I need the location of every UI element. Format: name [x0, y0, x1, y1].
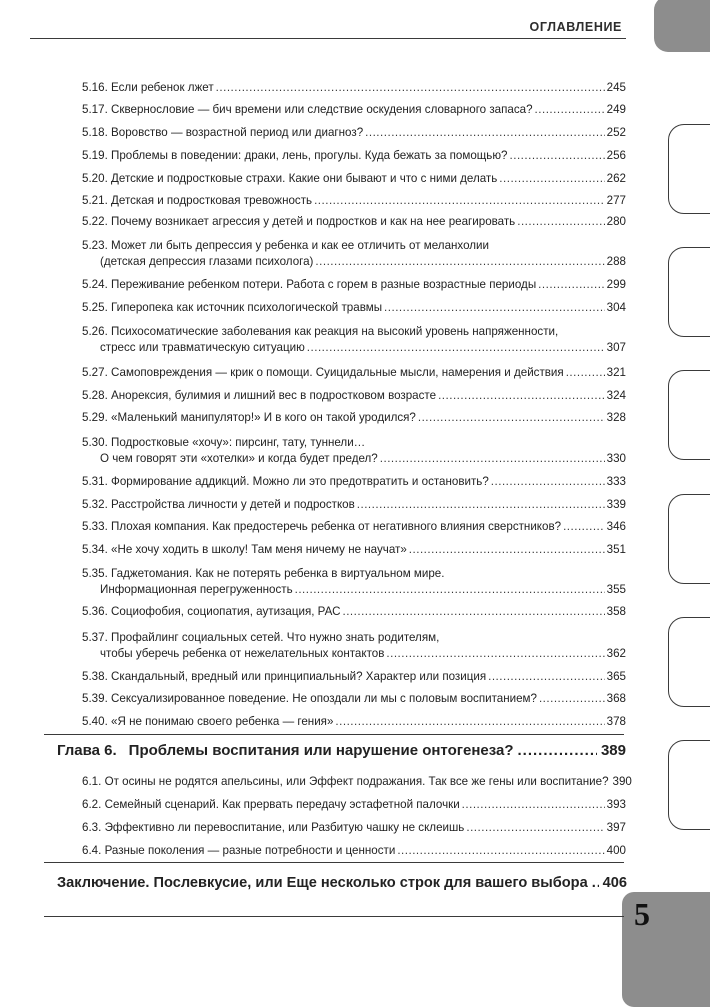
leader-dots	[517, 214, 604, 230]
entry-title: Воровство — возрастной период или диагноз?	[111, 126, 364, 139]
entry-number: 6.1.	[82, 775, 102, 788]
side-tab	[668, 740, 710, 830]
leader-dots	[462, 797, 605, 813]
entry-page: 339	[606, 498, 626, 511]
entry-title-cont: стресс или травматическую ситуацию	[100, 341, 305, 354]
leader-dots	[342, 604, 604, 620]
toc-entry[interactable]	[82, 148, 626, 164]
entry-page: 358	[606, 605, 626, 618]
entry-number: 5.30.	[82, 436, 108, 449]
leader-dots	[539, 691, 605, 707]
chapter-heading[interactable]	[57, 742, 626, 759]
entry-title: Детские и подростковые страхи. Какие они бывают и что с ними делать	[111, 172, 498, 185]
conclusion-heading[interactable]	[57, 875, 627, 891]
toc-entry[interactable]	[82, 365, 626, 381]
entry-title: Сексуализированное поведение. Не опоздали ли мы с половым воспитанием?	[111, 692, 537, 705]
entry-number: 5.33.	[82, 520, 108, 533]
entry-page: 304	[606, 301, 626, 314]
entry-title-cont: Информационная перегруженность	[100, 583, 293, 596]
entry-page: 328	[606, 411, 626, 424]
leader-dots	[397, 843, 604, 859]
entry-page: 321	[606, 366, 626, 379]
entry-title: Гаджетомания. Как не потерять ребенка в виртуальном мире.	[111, 567, 445, 580]
entry-number: 6.4.	[82, 844, 102, 857]
entry-number: 5.38.	[82, 670, 108, 683]
entry-page: 397	[606, 821, 626, 834]
entry-title: Скандальный, вредный или принципиальный? Характер или позиция	[111, 670, 487, 683]
leader-dots	[535, 102, 605, 118]
entry-page: 280	[606, 215, 626, 228]
leader-dots	[466, 820, 604, 836]
entry-page: 400	[606, 844, 626, 857]
entry-title: Социофобия, социопатия, аутизация, РАС	[111, 605, 341, 618]
leader-dots	[307, 340, 605, 356]
toc-entry[interactable]	[82, 497, 626, 513]
entry-title-cont: (детская депрессия глазами психолога)	[100, 255, 314, 268]
entry-title: Семейный сценарий. Как прервать передачу эстафетной палочки	[104, 798, 460, 811]
entry-title: «Я не понимаю своего ребенка — гения»	[111, 715, 334, 728]
entry-number: 5.17.	[82, 103, 108, 116]
entry-number: 5.34.	[82, 543, 108, 556]
entry-title: Проблемы в поведении: драки, лень, прогулы. Куда бежать за помощью?	[111, 149, 508, 162]
leader-dots	[510, 148, 605, 164]
leader-dots	[386, 646, 604, 662]
entry-page: 346	[606, 520, 626, 533]
toc-entry[interactable]	[82, 714, 626, 730]
entry-number: 5.19.	[82, 149, 108, 162]
toc-entry[interactable]	[82, 435, 626, 467]
leader-dots	[216, 80, 605, 96]
side-tab	[668, 124, 710, 214]
leader-dots	[365, 125, 605, 141]
leader-dots	[488, 669, 605, 685]
entry-page: 245	[606, 81, 626, 94]
entry-page: 390	[612, 775, 632, 788]
entry-page: 307	[606, 341, 626, 354]
entry-title: Если ребенок лжет	[111, 81, 214, 94]
entry-title: Подростковые «хочу»: пирсинг, тату, туннели…	[111, 436, 366, 449]
entry-number: 6.2.	[82, 798, 102, 811]
side-tab	[668, 370, 710, 460]
entry-number: 5.20.	[82, 172, 108, 185]
entry-title: Детская и подростковая тревожность	[111, 194, 313, 207]
entry-title: Гиперопека как источник психологической травмы	[111, 301, 383, 314]
entry-title: Эффективно ли перевоспитание, или Разбитую чашку не склеишь	[104, 821, 465, 834]
toc-entry[interactable]	[82, 300, 626, 316]
leader-dots	[357, 497, 605, 513]
toc-entry[interactable]	[82, 691, 626, 707]
toc-entry[interactable]	[82, 214, 626, 230]
toc-entry[interactable]	[82, 604, 626, 620]
leader-dots	[499, 171, 604, 187]
chapter-label: Глава 6.	[57, 742, 117, 759]
entry-title: Может ли быть депрессия у ребенка и как ее отличить от меланхолии	[111, 239, 489, 252]
entry-number: 5.36.	[82, 605, 108, 618]
toc-entry[interactable]	[82, 277, 626, 293]
entry-number: 5.16.	[82, 81, 108, 94]
toc-entry[interactable]	[82, 820, 626, 836]
entry-page: 355	[606, 583, 626, 596]
entry-number: 5.18.	[82, 126, 108, 139]
entry-page: 252	[606, 126, 626, 139]
toc-entry[interactable]	[82, 324, 626, 356]
entry-title: Самоповреждения — крик о помощи. Суицидальные мысли, намерения и действия	[111, 366, 564, 379]
leader-dots	[335, 714, 604, 730]
side-tab	[668, 617, 710, 707]
entry-number: 5.28.	[82, 389, 108, 402]
toc-entry[interactable]	[82, 774, 632, 790]
side-tab	[668, 247, 710, 337]
entry-page: 351	[606, 543, 626, 556]
toc-entry[interactable]	[82, 388, 626, 404]
entry-title: Переживание ребенком потери. Работа с горем в разные возрастные периоды	[111, 278, 537, 291]
toc-entry[interactable]	[82, 238, 626, 270]
entry-title: Профайлинг социальных сетей. Что нужно знать родителям,	[111, 631, 440, 644]
toc-entry[interactable]	[82, 630, 626, 662]
entry-title-cont: О чем говорят эти «хотелки» и когда будет предел?	[100, 452, 378, 465]
leader-dots	[518, 742, 597, 759]
entry-number: 5.35.	[82, 567, 108, 580]
entry-number: 5.32.	[82, 498, 108, 511]
entry-number: 5.25.	[82, 301, 108, 314]
leader-dots	[563, 519, 605, 535]
leader-dots	[491, 474, 605, 490]
divider	[44, 734, 624, 735]
entry-page: 256	[606, 149, 626, 162]
entry-title: Плохая компания. Как предостеречь ребенка от негативного влияния сверстников?	[111, 520, 562, 533]
entry-number: 5.24.	[82, 278, 108, 291]
leader-dots	[384, 300, 605, 316]
side-tab	[668, 494, 710, 584]
chapter-title: Проблемы воспитания или нарушение онтогенеза?	[128, 742, 514, 759]
entry-page: 249	[606, 103, 626, 116]
entry-title: От осины не родятся апельсины, или Эффект подражания. Так все же гены или воспитание?	[104, 775, 609, 788]
page-number: 5	[634, 896, 650, 932]
toc-entry[interactable]	[82, 125, 626, 141]
entry-number: 6.3.	[82, 821, 102, 834]
entry-number: 5.26.	[82, 325, 108, 338]
chapter-page: 389	[600, 742, 626, 759]
conclusion-title: Заключение. Послевкусие, или Еще несколько строк для вашего выбора	[57, 875, 588, 891]
toc-entry[interactable]	[82, 410, 626, 426]
leader-dots	[295, 582, 605, 598]
toc-entry[interactable]	[82, 843, 626, 859]
entry-title: Почему возникает агрессия у детей и подростков и как на нее реагировать	[111, 215, 516, 228]
toc-entry[interactable]	[82, 797, 626, 813]
divider	[44, 862, 624, 863]
toc-entry[interactable]	[82, 542, 626, 558]
entry-page: 288	[606, 255, 626, 268]
entry-page: 365	[606, 670, 626, 683]
leader-dots	[409, 542, 605, 558]
entry-number: 5.39.	[82, 692, 108, 705]
leader-dots	[380, 451, 605, 467]
toc-entry[interactable]	[82, 80, 626, 96]
entry-title: Психосоматические заболевания как реакция на высокий уровень напряженности,	[111, 325, 559, 338]
leader-dots	[566, 365, 605, 381]
entry-title: Разные поколения — разные потребности и ценности	[104, 844, 396, 857]
leader-dots	[438, 388, 605, 404]
entry-page: 277	[606, 194, 626, 207]
entry-number: 5.29.	[82, 411, 108, 424]
leader-dots	[315, 254, 604, 270]
entry-number: 5.40.	[82, 715, 108, 728]
leader-dots	[418, 410, 605, 426]
entry-page: 330	[606, 452, 626, 465]
running-header	[30, 18, 626, 39]
leader-dots	[538, 277, 605, 293]
entry-title: Анорексия, булимия и лишний вес в подростковом возрасте	[111, 389, 437, 402]
entry-page: 368	[606, 692, 626, 705]
toc-entry[interactable]	[82, 519, 626, 535]
conclusion-page: 406	[602, 875, 627, 891]
entry-page: 362	[606, 647, 626, 660]
leader-dots	[592, 875, 599, 891]
entry-page: 333	[606, 475, 626, 488]
toc-entry[interactable]	[82, 669, 626, 685]
entry-number: 5.31.	[82, 475, 108, 488]
entry-page: 378	[606, 715, 626, 728]
entry-number: 5.27.	[82, 366, 108, 379]
entry-title: «Не хочу ходить в школу! Там меня ничему не научат»	[111, 543, 407, 556]
toc-entry[interactable]	[82, 474, 626, 490]
toc-entry[interactable]	[82, 566, 626, 598]
toc-entry[interactable]	[82, 193, 626, 209]
toc-entry[interactable]	[82, 102, 626, 118]
entry-page: 393	[606, 798, 626, 811]
entry-title: «Маленький манипулятор!» И в кого он такой уродился?	[111, 411, 416, 424]
divider	[44, 916, 624, 917]
top-section-tab	[654, 0, 710, 52]
entry-title: Формирование аддикций. Можно ли это предотвратить и остановить?	[111, 475, 489, 488]
toc-entry[interactable]	[82, 171, 626, 187]
entry-title-cont: чтобы уберечь ребенка от нежелательных контактов	[100, 647, 385, 660]
entry-number: 5.21.	[82, 194, 108, 207]
header-title: ОГЛАВЛЕНИЕ	[529, 20, 622, 34]
entry-number: 5.22.	[82, 215, 108, 228]
entry-title: Сквернословие — бич времени или следствие оскудения словарного запаса?	[111, 103, 533, 116]
entry-number: 5.23.	[82, 239, 108, 252]
entry-page: 299	[606, 278, 626, 291]
entry-title: Расстройства личности у детей и подростков	[111, 498, 355, 511]
entry-number: 5.37.	[82, 631, 108, 644]
leader-dots	[314, 193, 605, 209]
entry-page: 262	[606, 172, 626, 185]
entry-page: 324	[606, 389, 626, 402]
